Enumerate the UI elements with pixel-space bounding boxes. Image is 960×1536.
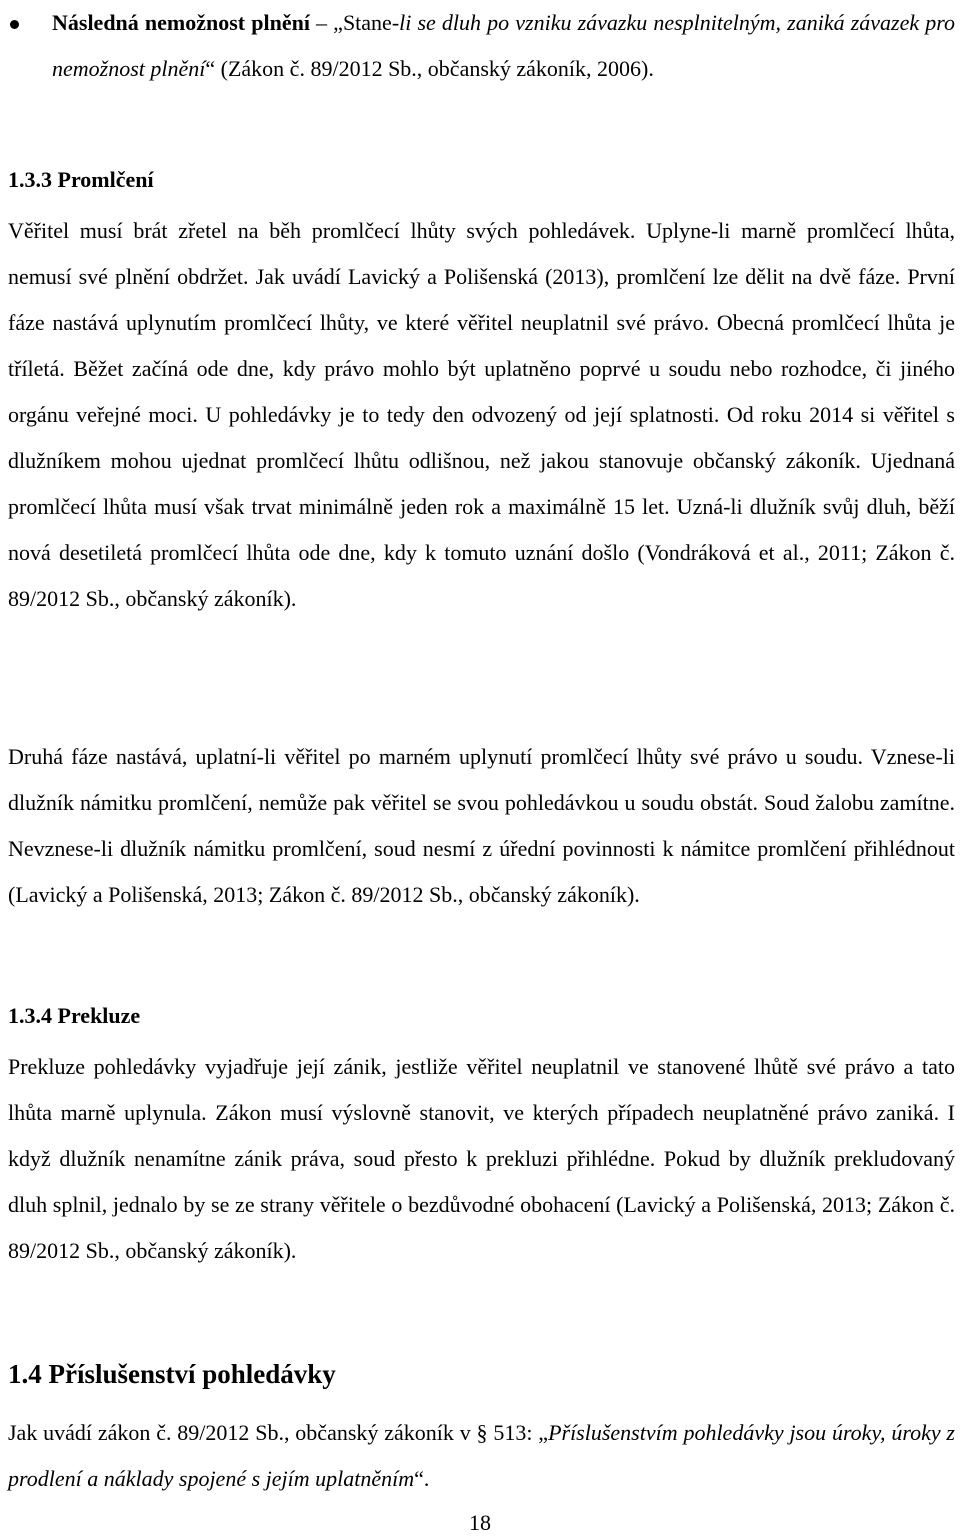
prislusenstvi-quote: Příslušenstvím pohledávky jsou úroky, úroky z prodlení a náklady spojené s jejím uplatněním [8, 1420, 955, 1491]
section-heading-prislusenstvi: 1.4 Příslušenství pohledávky [8, 1359, 336, 1389]
quote-close-mark: “ [205, 56, 216, 81]
bullet-quote-italic: -li se dluh po vzniku závazku nesplnitelným, zaniká závazek pro nemožnost plnění [52, 10, 955, 81]
bullet-quote-upright: Stane [342, 10, 392, 35]
quote-close-mark-2: “. [414, 1466, 430, 1491]
quote-open-mark: „ [333, 10, 343, 35]
bullet-text [52, 0, 955, 92]
paragraph-prekluze: Prekluze pohledávky vyjadřuje její zánik, jestliže věřitel neuplatnil ve stanovené lhůtě své právo a tato lhůta marně uplynula. Zákon musí výslovně stanovit, ve kterých případech neuplatněné právo zaniká. I když dlužník nenamítne zánik práva, soud přesto k prekluzi přihlédne. Pokud by dlužník prekludovaný dluh splnil, jednalo by se ze strany věřitele o bezdůvodné obohacení (Lavický a Polišenská, 2013; Zákon č. 89/2012 Sb., občanský zákoník). [8, 1054, 955, 1263]
bullet-dash: – [309, 10, 334, 35]
page-number: 18 [469, 1510, 491, 1535]
paragraph-promlceni-1: Věřitel musí brát zřetel na běh promlčecí lhůty svých pohledávek. Uplyne-li marně promlčecí lhůta, nemusí své plnění obdržet. Jak uvádí Lavický a Polišenská (2013), promlčení lze dělit na dvě fáze. První fáze nastává uplynutím promlčecí lhůty, ve které věřitel neuplatnil své právo. Obecná promlčecí lhůta je tříletá. Běžet začíná ode dne, kdy právo mohlo být uplatněno poprvé u soudu nebo rozhodce, či jiného orgánu veřejné moci. U pohledávky je to tedy den odvozený od její splatnosti. Od roku 2014 si věřitel s dlužníkem mohou ujednat promlčecí lhůtu odlišnou, než jakou stanovuje občanský zákoník. Ujednaná promlčecí lhůta musí však trvat minimálně jeden rok a maximálně 15 let. Uzná-li dlužník svůj dluh, běží nová desetiletá promlčecí lhůta ode dne, kdy k tomuto uznání došlo (Vondráková et al., 2011; Zákon č. 89/2012 Sb., občanský zákoník). [8, 218, 955, 611]
section-heading-promlceni: 1.3.3 Promlčení [8, 167, 154, 192]
bullet-citation: (Zákon č. 89/2012 Sb., občanský zákoník, 2006). [215, 56, 654, 81]
quote-open-mark-2: „ [538, 1420, 549, 1445]
section-heading-prekluze: 1.3.4 Prekluze [8, 1003, 141, 1028]
prislusenstvi-lead: Jak uvádí zákon č. 89/2012 Sb., občanský zákoník v § 513: [8, 1420, 539, 1445]
paragraph-promlceni-2: Druhá fáze nastává, uplatní-li věřitel po marném uplynutí promlčecí lhůty své právo u soudu. Vznese-li dlužník námitku promlčení, nemůže pak věřitel se svou pohledávkou u soudu obstát. Soud žalobu zamítne. Nevznese-li dlužník námitku promlčení, soud nesmí z úřední povinnosti k námitce promlčení přihlédnout (Lavický a Polišenská, 2013; Zákon č. 89/2012 Sb., občanský zákoník). [8, 744, 955, 907]
bullet-bold-lead: Následná nemožnost plnění [52, 10, 310, 35]
paragraph-prislusenstvi [8, 1410, 955, 1502]
bullet-dot-icon [10, 20, 19, 29]
